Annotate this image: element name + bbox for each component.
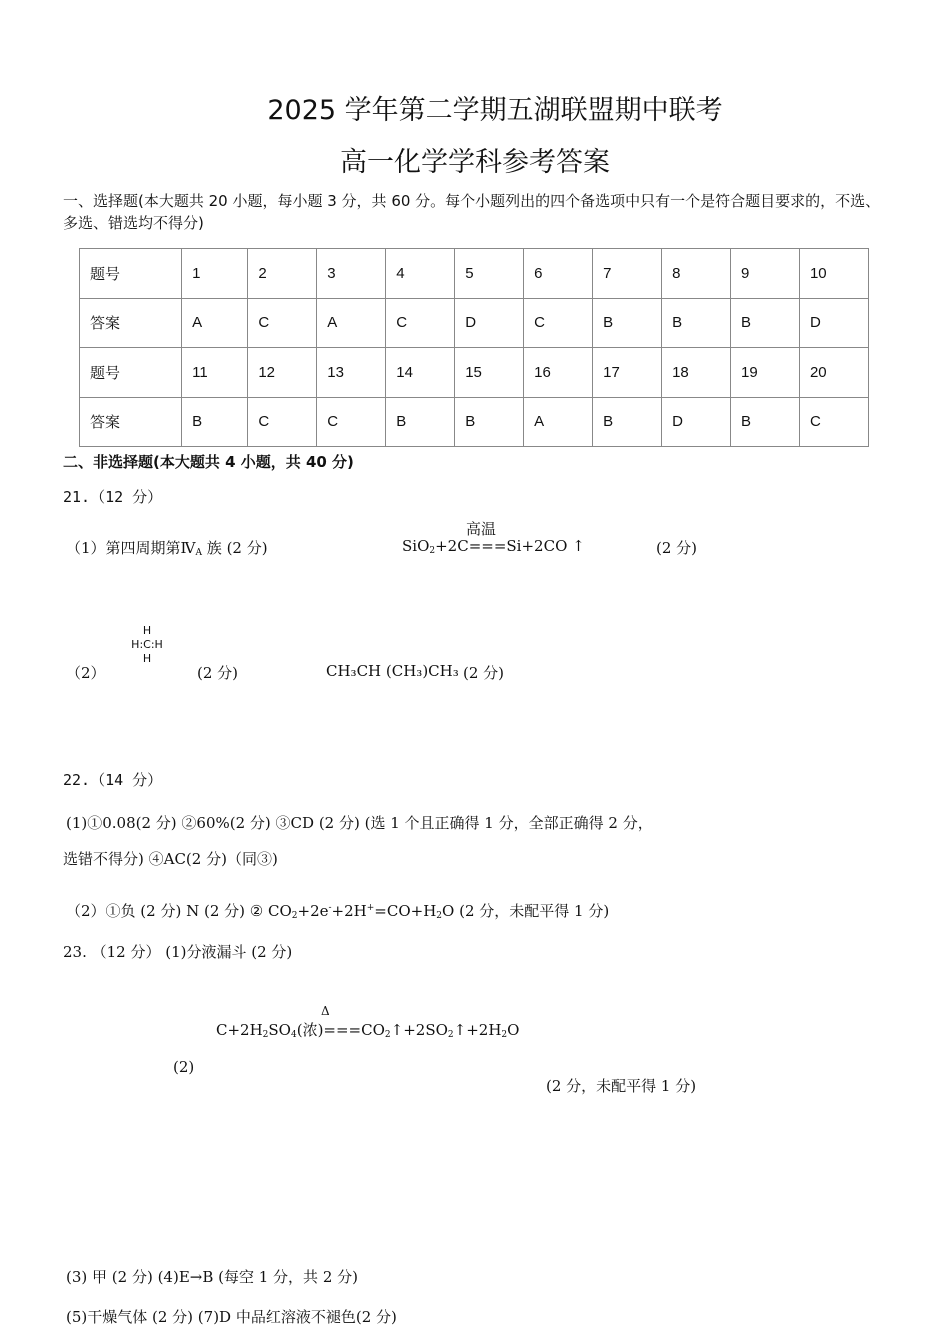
q23-part2: (2) — [173, 1058, 195, 1076]
table-cell: C — [799, 397, 868, 447]
q23-header: 23. （12 分） (1)分液漏斗 (2 分) — [63, 943, 293, 961]
table-row — [80, 298, 869, 348]
table-cell: B — [731, 298, 800, 348]
table-cell: 11 — [182, 348, 248, 398]
q23-condition: Δ — [321, 1004, 330, 1018]
q21-header: 21.（12 分） — [63, 488, 163, 506]
q22-line3-d: - — [328, 903, 332, 913]
table-cell: C — [317, 397, 386, 447]
q22-line1: (1)①0.08(2 分) ②60%(2 分) ③CD (2 分) (选 1 个且正确得 1 分，全部正确得 2 分， — [66, 814, 653, 832]
q23-equation — [216, 1019, 519, 1040]
section2-title: 二、非选择题(本大题共 4 小题，共 40 分) — [63, 453, 354, 471]
q23-eq-8: 2 — [447, 1030, 454, 1040]
q23-eq-4: 4 — [290, 1030, 297, 1040]
q23-eq-7: ↑+2SO — [390, 1021, 448, 1039]
q22-line3-g: =CO+H — [374, 902, 437, 920]
table-row-label: 题号 — [80, 348, 182, 398]
table-cell: 20 — [799, 348, 868, 398]
table-cell: A — [317, 298, 386, 348]
q22-header: 22.（14 分） — [63, 771, 163, 789]
table-cell: A — [182, 298, 248, 348]
answer-table — [79, 248, 869, 447]
q22-line2: 选错不得分) ④AC(2 分)（同③) — [63, 850, 278, 868]
q22-line3-e: +2H — [331, 902, 367, 920]
q23-eq-3: SO — [268, 1021, 291, 1039]
electron-h-top: H — [142, 624, 152, 637]
table-cell: B — [182, 397, 248, 447]
q22-line3-f: + — [366, 903, 375, 913]
table-row — [80, 397, 869, 447]
q23-eq-2: 2 — [262, 1030, 269, 1040]
q21-eq-b: +2C===Si+2CO ↑ — [435, 537, 585, 555]
q21-eq-a-sub: 2 — [429, 546, 436, 556]
q23-line3: (3) 甲 (2 分) (4)E→B (每空 1 分，共 2 分) — [66, 1268, 358, 1286]
q21-condition: 高温 — [466, 520, 497, 538]
table-cell: C — [248, 397, 317, 447]
table-cell: B — [593, 298, 662, 348]
q22-line3-a: （2）①负 (2 分) N (2 分) ② CO — [66, 902, 292, 920]
q22-line3 — [66, 900, 609, 921]
table-cell: 5 — [455, 249, 524, 299]
table-row-label: 答案 — [80, 397, 182, 447]
q23-score: (2 分，未配平得 1 分) — [546, 1077, 697, 1095]
table-cell: C — [386, 298, 455, 348]
q21-score1: (2 分) — [656, 539, 698, 557]
table-cell: D — [662, 397, 731, 447]
table-cell: 10 — [799, 249, 868, 299]
table-cell: 18 — [662, 348, 731, 398]
q21-score2: (2 分) — [197, 664, 239, 682]
table-cell: B — [731, 397, 800, 447]
table-cell: C — [248, 298, 317, 348]
q21-part1-text: （1）第四周期第Ⅳ — [66, 539, 196, 557]
q21-score3: (2 分) — [463, 664, 505, 682]
table-cell: B — [593, 397, 662, 447]
table-cell: 13 — [317, 348, 386, 398]
table-row — [80, 249, 869, 299]
table-cell: B — [386, 397, 455, 447]
table-cell: 14 — [386, 348, 455, 398]
q21-part1 — [66, 537, 268, 558]
table-cell: B — [455, 397, 524, 447]
q22-line3-c: +2e — [297, 902, 329, 920]
table-cell: 1 — [182, 249, 248, 299]
table-cell: 15 — [455, 348, 524, 398]
q23-eq-11: O — [507, 1021, 520, 1039]
q21-part1-sub: A — [195, 548, 203, 558]
table-cell: B — [662, 298, 731, 348]
q23-eq-9: ↑+2H — [453, 1021, 502, 1039]
q23-eq-6: 2 — [384, 1030, 391, 1040]
table-row-label: 答案 — [80, 298, 182, 348]
table-cell: 7 — [593, 249, 662, 299]
q21-equation — [402, 537, 585, 556]
table-cell: 8 — [662, 249, 731, 299]
table-cell: 17 — [593, 348, 662, 398]
section1-title: 一、选择题(本大题共 20 小题，每小题 3 分，共 60 分。每个小题列出的四个备选项中只有一个是符合题目要求的，不选、多选、错选均不得分) — [63, 192, 881, 232]
q23-eq-1: C+2H — [216, 1021, 263, 1039]
table-cell: A — [524, 397, 593, 447]
q21-formula: CH₃CH (CH₃)CH₃ — [326, 662, 459, 680]
table-cell: 4 — [386, 249, 455, 299]
page-subtitle: 高一化学学科参考答案 — [340, 147, 610, 178]
q21-part2: （2） — [66, 664, 106, 682]
table-cell: 16 — [524, 348, 593, 398]
table-cell: 6 — [524, 249, 593, 299]
q23-eq-10: 2 — [501, 1030, 508, 1040]
electron-h-bottom: H — [142, 652, 152, 665]
page-title: 2025 学年第二学期五湖联盟期中联考 — [267, 95, 723, 126]
table-cell: D — [799, 298, 868, 348]
table-cell: 2 — [248, 249, 317, 299]
table-cell: 3 — [317, 249, 386, 299]
electron-middle: H:C:H — [131, 638, 163, 651]
q23-line4: (5)干燥气体 (2 分) (7)D 中品红溶液不褪色(2 分) — [66, 1308, 397, 1326]
q22-line3-i: O (2 分，未配平得 1 分) — [442, 902, 610, 920]
q23-eq-5: (浓)===CO — [296, 1021, 385, 1039]
table-cell: 9 — [731, 249, 800, 299]
q22-line3-b: 2 — [291, 911, 298, 921]
table-cell: D — [455, 298, 524, 348]
q21-eq-a: SiO — [402, 537, 430, 555]
table-cell: C — [524, 298, 593, 348]
q22-line3-h: 2 — [436, 911, 443, 921]
q21-part1-rest: 族 (2 分) — [202, 539, 268, 557]
table-cell: 12 — [248, 348, 317, 398]
table-cell: 19 — [731, 348, 800, 398]
electron-formula — [126, 624, 168, 666]
table-row-label: 题号 — [80, 249, 182, 299]
table-row — [80, 348, 869, 398]
